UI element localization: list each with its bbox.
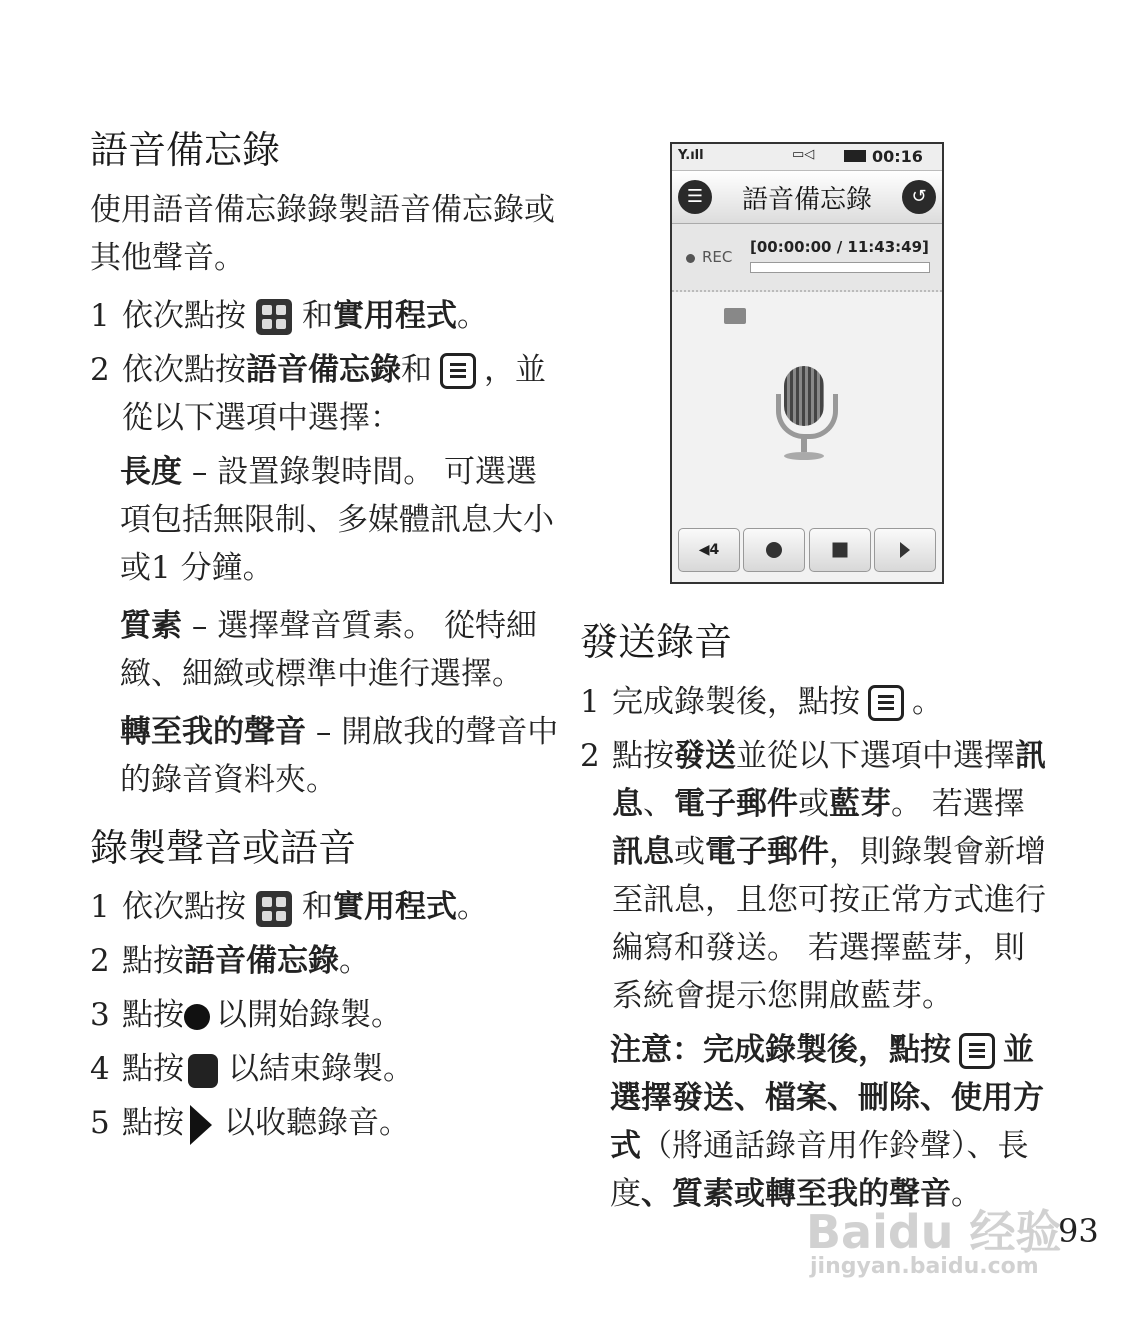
step-bold-text: 實用程式 bbox=[333, 889, 457, 926]
step-text: 或 bbox=[674, 833, 705, 870]
step-text: 。 bbox=[339, 943, 370, 980]
step-number: 2 bbox=[90, 943, 110, 980]
step-2 bbox=[90, 346, 560, 442]
note-text: 長度 bbox=[610, 1127, 1029, 1212]
send-step-1 bbox=[580, 678, 1050, 726]
step-text: 依次點按 bbox=[122, 351, 246, 388]
section-title-record: 錄製聲音或語音 bbox=[90, 825, 357, 870]
step-bold-text: 語音備忘錄 bbox=[246, 351, 401, 388]
apps-grid-icon bbox=[256, 891, 292, 927]
signal-icon: Y.ıll bbox=[678, 148, 704, 163]
option-go-to-my-sounds bbox=[90, 708, 560, 804]
step-number: 1 bbox=[90, 297, 110, 334]
volume-level: 4 bbox=[709, 542, 720, 558]
step-bold-text: 電子郵件 bbox=[705, 833, 829, 870]
note-bold-text: 並選擇發送、檔案、刪除、使用方式 bbox=[610, 1031, 1044, 1164]
step-bold-text: 語音備忘錄 bbox=[184, 943, 339, 980]
back-button[interactable]: ↺ bbox=[902, 180, 936, 214]
microphone-icon bbox=[774, 366, 834, 460]
step-text: 點按 bbox=[122, 943, 184, 980]
step-text: 依次點按 bbox=[122, 889, 246, 926]
menu-icon bbox=[959, 1033, 995, 1069]
step-text: 和 bbox=[302, 889, 333, 926]
app-title-bar bbox=[672, 171, 942, 224]
step-text: ，並從以下選項中選擇： bbox=[122, 351, 546, 436]
option-term: 轉至我的聲音 bbox=[120, 713, 306, 750]
step-text: 完成錄製後，點按 bbox=[612, 683, 860, 720]
record-step-5 bbox=[90, 1099, 560, 1147]
step-bold-text: 訊息 bbox=[612, 737, 1046, 822]
watermark-line-1: Baidu 经验 bbox=[806, 1205, 1062, 1259]
step-text: 。 bbox=[457, 297, 488, 334]
stop-icon bbox=[832, 543, 847, 558]
step-number: 2 bbox=[90, 351, 110, 388]
amr-format-icon bbox=[724, 308, 746, 324]
stop-button[interactable] bbox=[809, 528, 871, 572]
menu-icon bbox=[440, 353, 476, 389]
recording-info bbox=[672, 224, 942, 292]
apps-grid-icon bbox=[256, 299, 292, 335]
step-text: 或 bbox=[798, 785, 829, 822]
step-text: 點按 bbox=[122, 1105, 184, 1142]
play-icon bbox=[190, 1105, 212, 1145]
option-desc: – 選擇聲音質素。 從特細緻、細緻或標準中進行選擇。 bbox=[120, 607, 538, 692]
step-text: 和 bbox=[401, 351, 432, 388]
status-clock: 00:16 bbox=[872, 147, 923, 166]
play-icon bbox=[900, 542, 910, 558]
step-text: 以結束錄製。 bbox=[228, 1051, 414, 1088]
step-number: 1 bbox=[90, 889, 110, 926]
step-number: 4 bbox=[90, 1051, 110, 1088]
watermark-line-2: jingyan.baidu.com bbox=[810, 1254, 1039, 1279]
step-bold-text: 實用程式 bbox=[333, 297, 457, 334]
step-text: 點按 bbox=[122, 1051, 184, 1088]
page-number: 93 bbox=[1058, 1212, 1099, 1250]
record-button[interactable] bbox=[743, 528, 805, 572]
step-number: 1 bbox=[580, 683, 600, 720]
note-text: （將通話錄音用作鈴聲）、 bbox=[641, 1127, 998, 1164]
step-text: 、 bbox=[643, 785, 674, 822]
step-number: 5 bbox=[90, 1105, 110, 1142]
option-length bbox=[90, 448, 560, 592]
menu-button[interactable]: ☰ bbox=[678, 180, 712, 214]
volume-icon: ◀4 bbox=[698, 542, 720, 558]
step-bold-text: 電子郵件 bbox=[674, 785, 798, 822]
note-bold-text: 注意：完成錄製後，點按 bbox=[610, 1031, 951, 1068]
note-text: 。 bbox=[951, 1175, 982, 1212]
send-step-2 bbox=[580, 732, 1050, 1020]
record-step-2 bbox=[90, 937, 560, 985]
section-title-voice-memo: 語音備忘錄 bbox=[90, 128, 281, 172]
note bbox=[580, 1026, 1050, 1218]
voicemail-speaker-icon: ▭◁ bbox=[792, 147, 815, 162]
option-term: 質素 bbox=[120, 607, 182, 644]
app-title: 語音備忘錄 bbox=[741, 185, 872, 215]
step-text: 。 bbox=[457, 889, 488, 926]
record-step-1 bbox=[90, 883, 560, 931]
step-text: 。 bbox=[912, 683, 943, 720]
step-bold-text: 發送 bbox=[674, 737, 736, 774]
recording-time: [00:00:00 / 11:43:49] bbox=[750, 238, 929, 256]
step-number: 2 bbox=[580, 737, 600, 774]
step-bold-text: 訊息 bbox=[612, 833, 674, 870]
step-number: 3 bbox=[90, 997, 110, 1034]
record-dot-icon bbox=[184, 1004, 210, 1030]
step-text: 依次點按 bbox=[122, 297, 246, 334]
intro-text: 使用語音備忘錄錄製語音備忘錄或其他聲音。 bbox=[90, 191, 555, 276]
volume-button[interactable] bbox=[678, 528, 740, 572]
step-text: 以收聽錄音。 bbox=[224, 1105, 410, 1142]
battery-icon bbox=[844, 150, 866, 162]
left-column bbox=[90, 128, 560, 1153]
step-bold-text: 藍芽 bbox=[829, 785, 891, 822]
stop-icon bbox=[188, 1054, 218, 1088]
play-button[interactable] bbox=[874, 528, 936, 572]
step-text: 和 bbox=[302, 297, 333, 334]
step-text: ，則錄製會新增至訊息，且您可按正常方式進行編寫和發送。 若選擇藍芽，則系統會提示您開啟藍芽。 bbox=[612, 833, 1046, 1014]
section-title-send: 發送錄音 bbox=[580, 620, 733, 664]
option-desc: – 設置錄製時間。 可選選項包括無限制、多媒體訊息大小或1 分鐘。 bbox=[120, 453, 554, 586]
rec-dot-icon bbox=[686, 254, 695, 263]
rec-label: REC bbox=[702, 248, 733, 266]
menu-icon bbox=[868, 685, 904, 721]
record-step-4 bbox=[90, 1045, 560, 1093]
note-bold-text: 、質素或轉至我的聲音 bbox=[641, 1175, 951, 1212]
step-text: 以開始錄製。 bbox=[216, 997, 402, 1034]
playback-controls bbox=[678, 528, 936, 572]
step-1 bbox=[90, 292, 560, 340]
baidu-watermark bbox=[806, 1196, 1064, 1288]
step-text: 點按 bbox=[122, 997, 184, 1034]
step-text: 。 若選擇 bbox=[891, 785, 1025, 822]
recording-progress-bar bbox=[750, 262, 930, 273]
option-quality bbox=[90, 602, 560, 698]
record-step-3 bbox=[90, 991, 560, 1039]
record-icon bbox=[766, 542, 782, 558]
right-column bbox=[580, 620, 1050, 1218]
step-text: 點按 bbox=[612, 737, 674, 774]
status-bar bbox=[672, 144, 942, 171]
phone-screenshot bbox=[670, 142, 944, 584]
option-term: 長度 bbox=[120, 453, 182, 490]
option-desc: – 開啟我的聲音中的錄音資料夾。 bbox=[120, 713, 559, 798]
step-text: 並從以下選項中選擇 bbox=[736, 737, 1015, 774]
